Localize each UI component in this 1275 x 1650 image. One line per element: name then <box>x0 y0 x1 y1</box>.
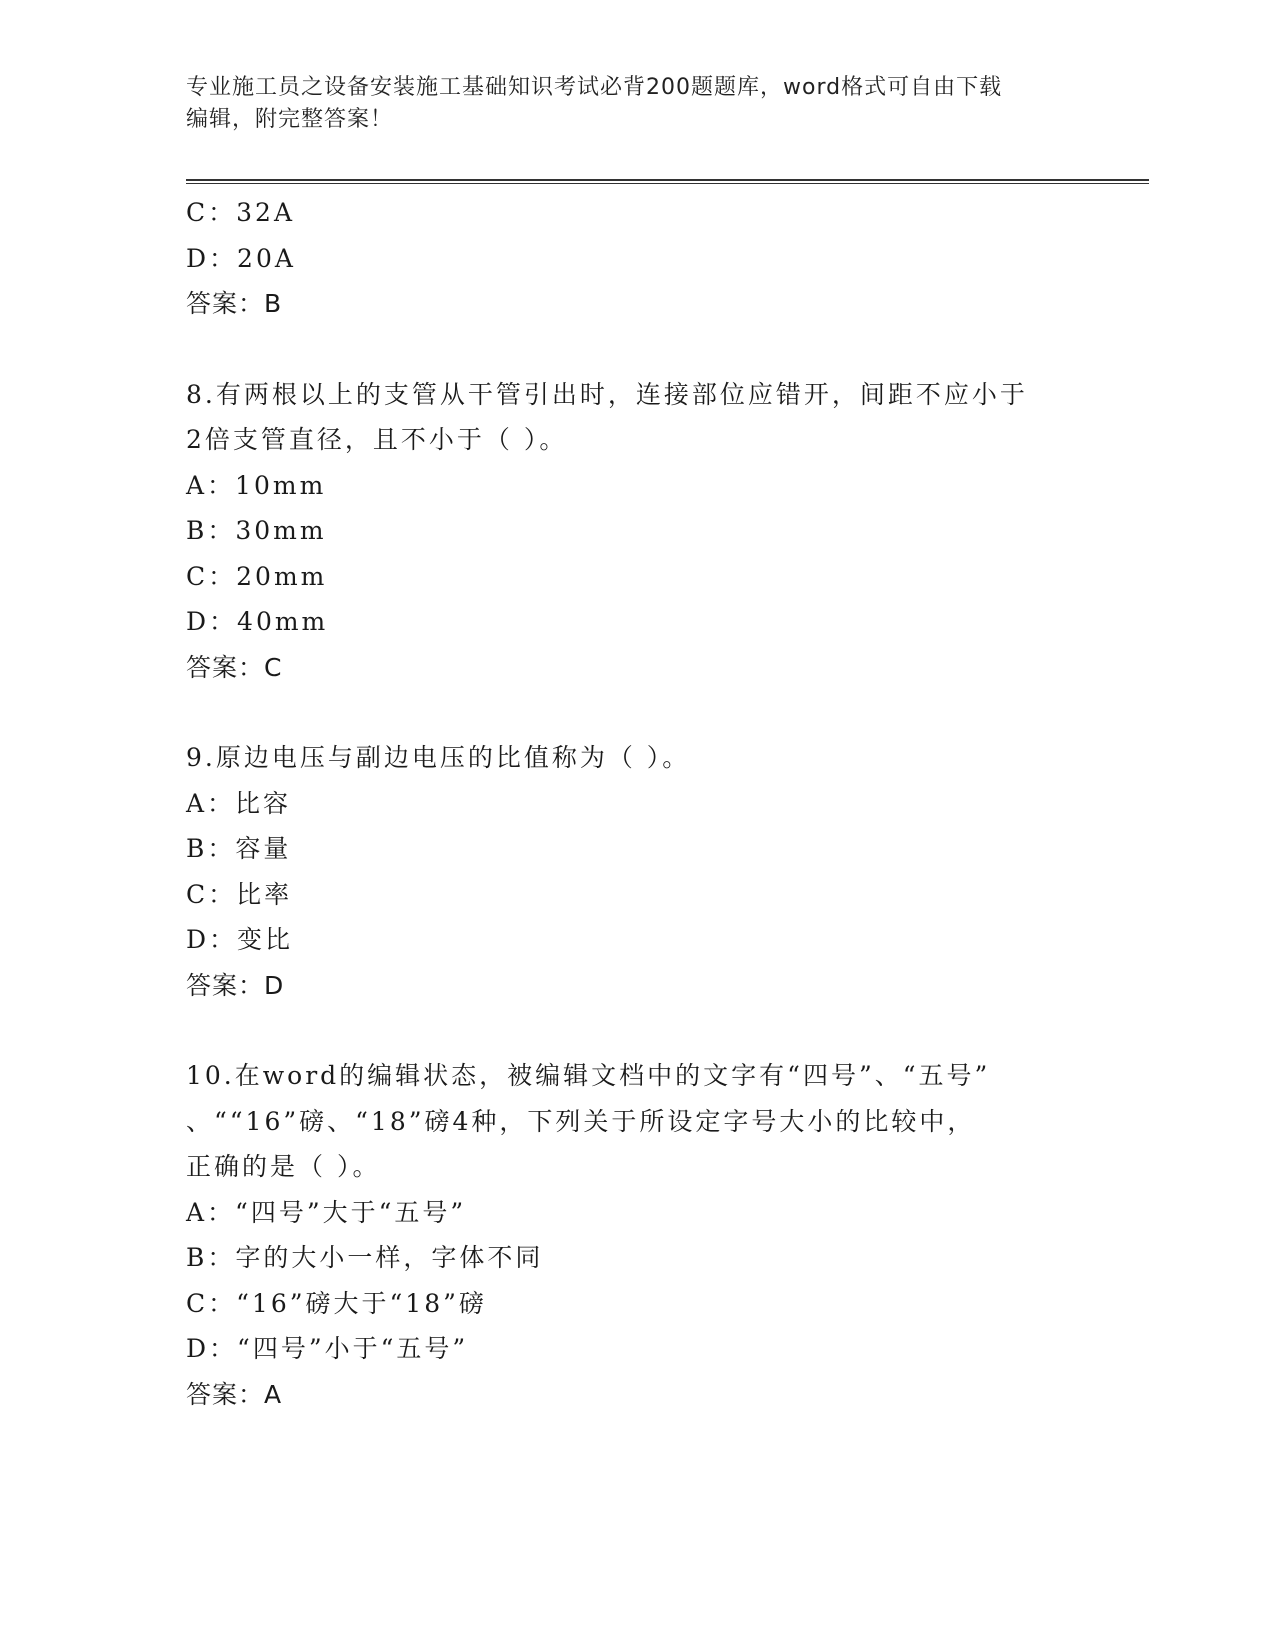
option-b: B：容量 <box>186 834 292 863</box>
header-title-line-2: 编辑，附完整答案！ <box>186 107 394 132</box>
option-d: D：20A <box>186 243 296 273</box>
question-text: 、““16”磅、“18”磅4种，下列关于所设定字号大小的比较中， <box>186 1106 976 1136</box>
question-8 <box>186 372 1086 691</box>
answer-label: 答案：B <box>186 289 283 318</box>
question-10 <box>186 1053 1086 1417</box>
option-a: A：10mm <box>186 470 327 500</box>
option-c: C：“16”磅大于“18”磅 <box>186 1288 487 1318</box>
option-d: D：变比 <box>186 925 294 954</box>
option-c: C：20mm <box>186 561 328 591</box>
question-text: 正确的是（ ）。 <box>186 1152 381 1181</box>
option-c: C：比率 <box>186 879 293 909</box>
option-a: A：比容 <box>186 788 292 818</box>
question-text: 10.在word的编辑状态，被编辑文档中的文字有“四号”、“五号” <box>186 1061 991 1090</box>
question-text: 9.原边电压与副边电压的比值称为（ ）。 <box>186 743 691 772</box>
question-7-tail <box>186 190 1086 327</box>
question-text: 2倍支管直径，且不小于（ ）。 <box>186 425 568 454</box>
question-9 <box>186 735 1086 1008</box>
option-d: D：“四号”小于“五号” <box>186 1334 469 1363</box>
option-a: A：“四号”大于“五号” <box>186 1197 467 1227</box>
answer-label: 答案：D <box>186 970 285 1000</box>
question-text: 8.有两根以上的支管从干管引出时，连接部位应错开，间距不应小于 <box>186 379 1028 409</box>
answer-label: 答案：C <box>186 652 283 682</box>
option-b: B：30mm <box>186 516 327 545</box>
header-title-line-1: 专业施工员之设备安装施工基础知识考试必背200题题库，word格式可自由下载 <box>186 75 1003 100</box>
header-divider <box>186 179 1149 184</box>
spacer <box>186 690 1086 735</box>
option-d: D：40mm <box>186 607 329 636</box>
question-content <box>186 190 1086 1417</box>
option-b: B：字的大小一样，字体不同 <box>186 1243 544 1272</box>
spacer <box>186 1008 1086 1053</box>
spacer <box>186 327 1086 372</box>
option-c: C：32A <box>186 198 295 227</box>
document-header <box>186 72 1086 136</box>
answer-label: 答案：A <box>186 1379 283 1409</box>
